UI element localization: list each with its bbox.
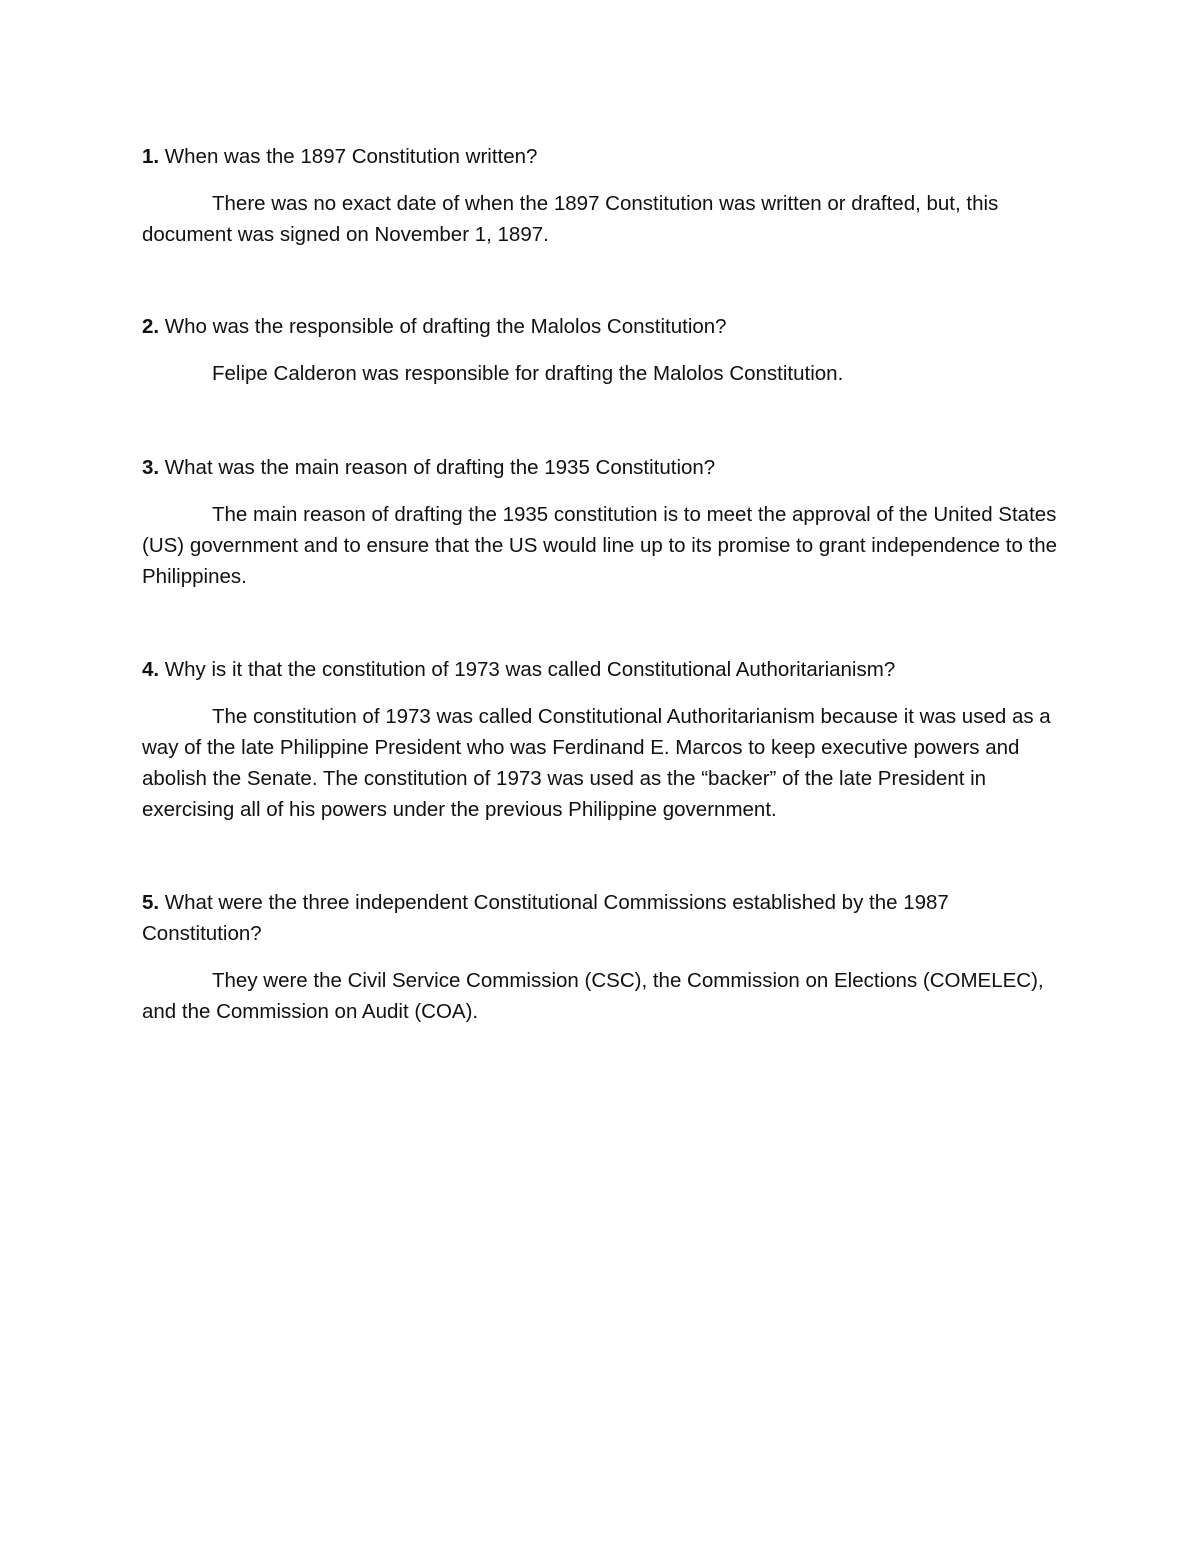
question-text: Who was the responsible of drafting the Malolos Constitution?: [159, 315, 727, 338]
answer-1: There was no exact date of when the 1897 Constitution was written or drafted, but, this document was signed on November 1, 1897.: [142, 192, 999, 246]
question-text: What was the main reason of drafting the 1935 Constitution?: [159, 456, 716, 479]
question-3: [142, 452, 1062, 483]
question-number: 4.: [142, 658, 160, 681]
question-2: [142, 311, 1062, 342]
question-5: [142, 887, 1062, 949]
qa-item-1: [142, 141, 1062, 250]
question-text: Why is it that the constitution of 1973 was called Constitutional Authoritarianism?: [159, 658, 896, 681]
answer-2: Felipe Calderon was responsible for drafting the Malolos Constitution.: [212, 362, 844, 385]
question-text: What were the three independent Constitutional Commissions established by the 1987 Constitution?: [142, 891, 949, 945]
question-number: 2.: [142, 315, 160, 338]
question-number: 5.: [142, 891, 160, 914]
question-text: When was the 1897 Constitution written?: [159, 145, 538, 168]
qa-item-4: [142, 654, 1062, 825]
qa-item-5: [142, 887, 1062, 1027]
answer-4: The constitution of 1973 was called Constitutional Authoritarianism because it was used as a way of the late Philippine President who was Ferdinand E. Marcos to keep executive powers and abolish the Senate. The constitution of 1973 was used as the “backer” of the late President in exercising all of his powers under the previous Philippine government.: [142, 705, 1051, 821]
answer-3: The main reason of drafting the 1935 constitution is to meet the approval of the United States (US) government and to ensure that the US would line up to its promise to grant independence to the Philippines.: [142, 503, 1058, 588]
qa-item-3: [142, 452, 1062, 592]
question-number: 1.: [142, 145, 160, 168]
question-1: [142, 141, 1062, 172]
qa-item-2: [142, 311, 1062, 389]
question-4: [142, 654, 1062, 685]
question-number: 3.: [142, 456, 160, 479]
answer-5: They were the Civil Service Commission (CSC), the Commission on Elections (COMELEC), and the Commission on Audit (COA).: [142, 969, 1044, 1023]
